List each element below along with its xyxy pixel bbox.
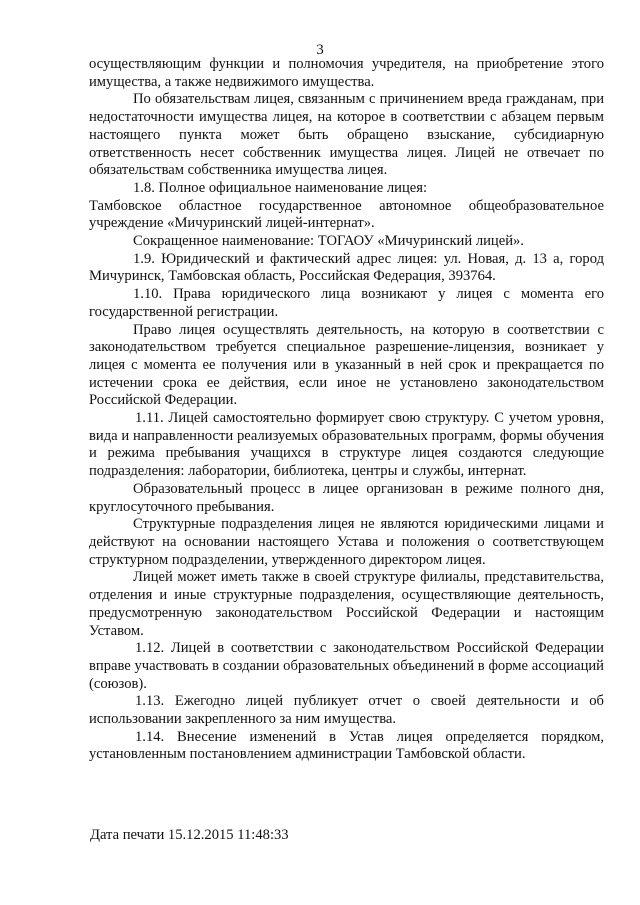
document-body xyxy=(89,56,604,764)
paragraph-branches: Лицей может иметь также в своей структуре филиалы, представительства, отделения и иные структурные подразделения, осуществляющие деятельность, предусмотренную законодательством Российской Федерации и настоящим Уставом. xyxy=(89,569,604,639)
paragraph-short-name: Сокращенное наименование: ТОГАОУ «Мичуринский лицей». xyxy=(133,233,524,250)
paragraph-1-14: 1.14. Внесение изменений в Устав лицея определяется порядком, установленным постановлением администрации Тамбовской области. xyxy=(89,728,604,763)
paragraph-educational-process: Образовательный процесс в лицее организован в режиме полного дня, круглосуточного пребывания. xyxy=(89,480,604,515)
paragraph-full-name: Тамбовское областное государственное автономное общеобразовательное учреждение «Мичуринский лицей-интернат». xyxy=(89,197,604,232)
paragraph-liability: По обязательствам лицея, связанным с причинением вреда гражданам, при недостаточности имущества лицея, на которое в соответствии с абзацем первым настоящего пункта может быть обращено взыскание, субсидиарную ответственность несет собственник имущества лицея. Лицей не отвечает по обязательствам собственника имущества лицея. xyxy=(89,91,604,179)
paragraph-1-10: 1.10. Права юридического лица возникают у лицея с момента его государственной регистрации. xyxy=(89,286,604,320)
paragraph-1-8: 1.8. Полное официальное наименование лицея: xyxy=(133,179,427,196)
paragraph-continuation: осуществляющим функции и полномочия учредителя, на приобретение этого имущества, а также недвижимого имущества. xyxy=(89,56,604,90)
paragraph-license: Право лицея осуществлять деятельность, на которую в соответствии с законодательством требуется специальное разрешение-лицензия, возникает у лицея с момента ее получения или в указанный в ней срок и прекращается по истечении срока ее действия, если иное не установлено законодательством Российской Федерации. xyxy=(89,321,604,409)
paragraph-1-12: 1.12. Лицей в соответствии с законодательством Российской Федерации вправе участвовать в создании образовательных объединений в форме ассоциаций (союзов). xyxy=(89,640,604,692)
paragraph-structural-units: Структурные подразделения лицея не являются юридическими лицами и действуют на основании настоящего Устава и положения о соответствующем структурном подразделении, утвержденного директором лицея. xyxy=(89,516,604,568)
paragraph-1-11: 1.11. Лицей самостоятельно формирует свою структуру. С учетом уровня, вида и направленности реализуемых образовательных программ, формы обучения и режима пребывания учащихся в структуре лицея создаются следующие подразделения: лаборатории, библиотека, центры и службы, интернат. xyxy=(89,410,604,480)
paragraph-1-13: 1.13. Ежегодно лицей публикует отчет о своей деятельности и об использовании закрепленного за ним имущества. xyxy=(89,693,604,728)
print-date-footer: Дата печати 15.12.2015 11:48:33 xyxy=(90,827,289,843)
paragraph-1-9: 1.9. Юридический и фактический адрес лицея: ул. Новая, д. 13 а, город Мичуринск, Тамбовская область, Российская Федерация, 393764. xyxy=(89,250,604,285)
page-number: 3 xyxy=(316,42,324,58)
